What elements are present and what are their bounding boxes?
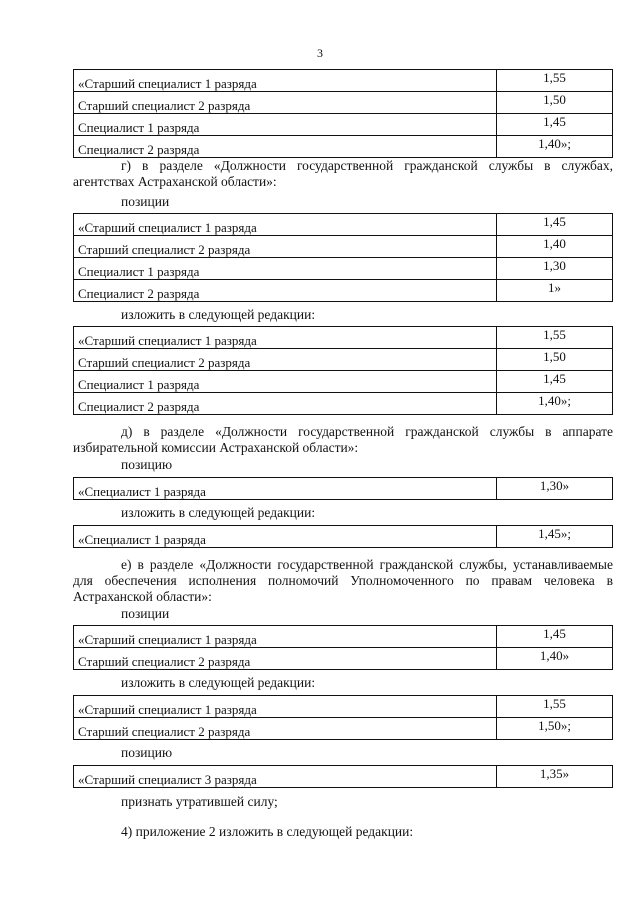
position-name: «Специалист 1 разряда	[74, 478, 497, 500]
coefficient-table-3	[73, 326, 613, 415]
item-4-text: 4) приложение 2 изложить в следующей редакции:	[121, 824, 414, 839]
coefficient-value: 1,55	[497, 70, 613, 92]
state-label: изложить в следующей редакции:	[121, 675, 316, 690]
position-name: Специалист 1 разряда	[74, 371, 497, 393]
coefficient-value: 1,30»	[497, 478, 613, 500]
table-row	[74, 92, 613, 114]
coefficient-value: 1,50»;	[497, 718, 613, 740]
coefficient-value: 1,55	[497, 327, 613, 349]
table-row	[74, 648, 613, 670]
coefficient-table-4	[73, 477, 613, 500]
position-name: Старший специалист 2 разряда	[74, 718, 497, 740]
position-name: «Старший специалист 3 разряда	[74, 766, 497, 788]
position-name: «Старший специалист 1 разряда	[74, 327, 497, 349]
position-name: Специалист 1 разряда	[74, 258, 497, 280]
positions-label: позиции	[121, 606, 170, 621]
coefficient-value: 1,40»;	[497, 393, 613, 415]
position-name: Старший специалист 2 разряда	[74, 349, 497, 371]
table-row	[74, 70, 613, 92]
state-label: изложить в следующей редакции:	[121, 307, 316, 322]
coefficient-value: 1,55	[497, 696, 613, 718]
table-row	[74, 236, 613, 258]
table-row	[74, 327, 613, 349]
position-name: Старший специалист 2 разряда	[74, 648, 497, 670]
page-number: 3	[317, 46, 323, 60]
section-g-text: г) в разделе «Должности государственной гражданской службы в службах, агентствах Астраханской области»:	[73, 158, 613, 189]
coefficient-value: 1,40»	[497, 648, 613, 670]
coefficient-value: 1,45»;	[497, 526, 613, 548]
table-row	[74, 371, 613, 393]
coefficient-table-5	[73, 525, 613, 548]
coefficient-value: 1»	[497, 280, 613, 302]
invalidation-text: признать утратившей силу;	[121, 794, 278, 809]
coefficient-value: 1,40	[497, 236, 613, 258]
coefficient-table-1	[73, 69, 613, 158]
table-row	[74, 718, 613, 740]
position-name: Специалист 1 разряда	[74, 114, 497, 136]
table-row	[74, 280, 613, 302]
section-e-text: е) в разделе «Должности государственной гражданской службы, устанавливаемые для обеспечения исполнения полномочий Уполномоченного по правам человека в Астраханской области»:	[73, 557, 613, 604]
table-row	[74, 478, 613, 500]
coefficient-value: 1,45	[497, 371, 613, 393]
position-label: позицию	[121, 457, 173, 472]
position-name: Специалист 2 разряда	[74, 136, 497, 158]
table-row	[74, 136, 613, 158]
coefficient-value: 1,35»	[497, 766, 613, 788]
table-row	[74, 114, 613, 136]
coefficient-value: 1,45	[497, 626, 613, 648]
coefficient-value: 1,45	[497, 214, 613, 236]
position-name: «Специалист 1 разряда	[74, 526, 497, 548]
coefficient-table-8	[73, 765, 613, 788]
position-name: «Старший специалист 1 разряда	[74, 70, 497, 92]
table-row	[74, 766, 613, 788]
coefficient-value: 1,30	[497, 258, 613, 280]
section-d-text: д) в разделе «Должности государственной гражданской службы в аппарате избирательной комиссии Астраханской области»:	[73, 424, 613, 455]
position-name: «Старший специалист 1 разряда	[74, 696, 497, 718]
coefficient-table-7	[73, 695, 613, 740]
position-name: Старший специалист 2 разряда	[74, 92, 497, 114]
coefficient-value: 1,45	[497, 114, 613, 136]
position-name: Специалист 2 разряда	[74, 393, 497, 415]
coefficient-table-2	[73, 213, 613, 302]
table-row	[74, 349, 613, 371]
table-row	[74, 626, 613, 648]
position-name: Старший специалист 2 разряда	[74, 236, 497, 258]
table-row	[74, 696, 613, 718]
table-row	[74, 393, 613, 415]
coefficient-table-6	[73, 625, 613, 670]
coefficient-value: 1,40»;	[497, 136, 613, 158]
table-row	[74, 258, 613, 280]
table-row	[74, 214, 613, 236]
positions-label: позиции	[121, 194, 170, 209]
position-name: «Старший специалист 1 разряда	[74, 214, 497, 236]
position-name: Специалист 2 разряда	[74, 280, 497, 302]
coefficient-value: 1,50	[497, 92, 613, 114]
position-name: «Старший специалист 1 разряда	[74, 626, 497, 648]
coefficient-value: 1,50	[497, 349, 613, 371]
table-row	[74, 526, 613, 548]
position-label: позицию	[121, 745, 173, 760]
state-label: изложить в следующей редакции:	[121, 505, 316, 520]
